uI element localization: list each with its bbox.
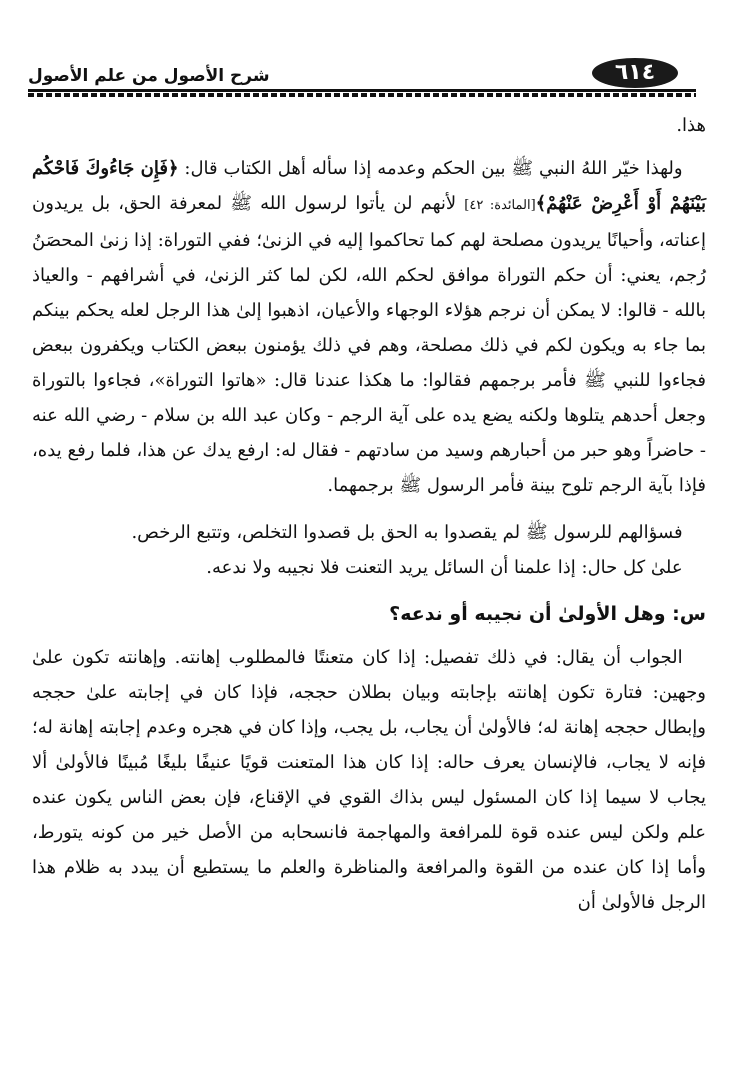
page-number-badge: ٦١٤ (592, 58, 678, 88)
page-header (28, 56, 696, 94)
header-rule (28, 89, 696, 92)
paragraph (32, 151, 706, 503)
paragraph: علىٰ كل حال: إذا علمنا أن السائل يريد التعنت فلا نجيبه ولا ندعه. (206, 557, 683, 578)
paragraph: فسؤالهم للرسول ﷺ لم يقصدوا به الحق بل قصدوا التخلص، وتتبع الرخص. (131, 522, 683, 543)
verse-citation: [المائدة: ٤٢] (464, 198, 536, 213)
paragraph: هذا. (676, 115, 706, 136)
question-heading: س: وهل الأولىٰ أن نجيبه أو ندعه؟ (389, 603, 706, 625)
header-rule-dotted (28, 93, 696, 97)
quran-verse: ﴿فَإِن جَاءُوكَ فَاحْكُم بَيْنَهُمْ أَوْ أَعْرِضْ عَنْهُمْ﴾ (32, 158, 706, 214)
page-body (32, 108, 706, 920)
book-title: شرح الأصول من علم الأصول (28, 66, 270, 86)
paragraph: الجواب أن يقال: في ذلك تفصيل: إذا كان متعنتًا فالمطلوب إهانته. وإهانته تكون علىٰ وجهين: فتارة تكون إهانته بإجابته وبيان بطلان حججه، فإذا كان في إجابته علىٰ حججه وإبطال حججه إهانة له؛ فالأولىٰ أن يجاب، بل يجب، وإذا كان في هجره وعدم إجابته إهانة له؛ فإنه لا يجاب، فالإنسان يعرف حاله: إذا كان هذا المتعنت قويًا عنيفًا بليغًا مُبينًا فالأولىٰ ألا يجاب لا سيما إذا كان المسئول ليس بذاك القوي في الإقناع، فإن بعض الناس يكون عنده علم ولكن ليس عنده قوة للمرافعة والمهاجمة فانسحابه من الأصل خير من كونه يتورط، وأما إذا كان عنده من القوة والمرافعة والمناظرة والعلم ما يستطيع أن يبدد به ظلام هذا الرجل فالأولىٰ أن (32, 647, 706, 913)
paragraph-text: لأنهم لن يأتوا لرسول الله ﷺ لمعرفة الحق، بل يريدون إعناته، وأحيانًا يريدون مصلحة لهم كما تحاكموا إليه في الزنىٰ؛ ففي التوراة: إذا زنىٰ المحصَنُ رُجم، يعني: أن حكم التوراة موافق لحكم الله، لكن لما كثر الزنىٰ، في أشرافهم - والعياذ بالله - قالوا: لا يمكن أن نرجم هؤلاء الوجهاء والأعيان، اذهبوا إلىٰ هذا الرجل لعله يحكم بينكم بما جاء به ويكون لكم في ذلك مصلحة، وهم في ذلك يؤمنون ببعض الكتاب ويكفرون ببعض فجاءوا للنبي ﷺ فأمر برجمهم فقالوا: ما هكذا عندنا قال: «هاتوا التوراة»، فجاءوا بالتوراة وجعل أحدهم يتلوها ولكنه يضع يده على آية الرجم - وكان عبد الله بن سلام - رضي الله عنه - حاضراً وهو حبر من أحبارهم وسيد من سادتهم - فقال له: ارفع يدك عن هذا، فلما رفع يده، فإذا بآية الرجم تلوح بينة فأمر الرسول ﷺ برجمهما. (32, 193, 706, 496)
paragraph-text: ولهذا خيّر اللهُ النبي ﷺ بين الحكم وعدمه إذا سأله أهل الكتاب قال: (178, 158, 683, 179)
